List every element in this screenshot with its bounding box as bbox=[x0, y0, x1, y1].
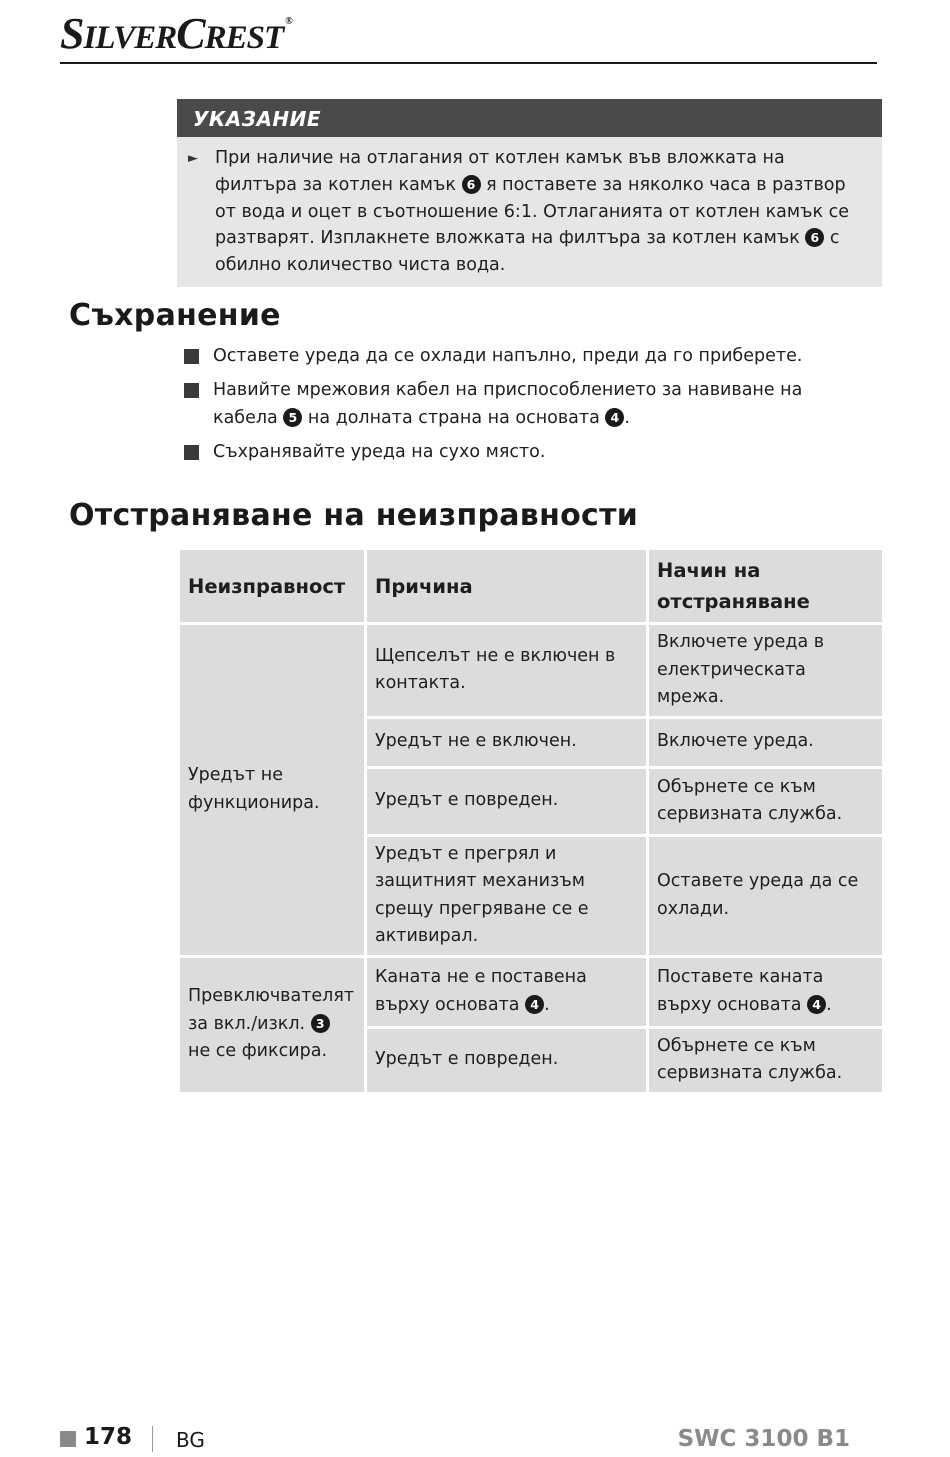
list-item: Съхранявайте уреда на сухо място. bbox=[184, 438, 844, 466]
storage-list bbox=[184, 342, 844, 472]
callout-number: 4 bbox=[525, 995, 544, 1014]
cause-cell: Уредът е прегрял и защитният механизъм срещу прегряване се е активирал. bbox=[366, 835, 648, 956]
page-number: 178 bbox=[84, 1424, 133, 1450]
remedy-cell: Включете уреда в електрическата мрежа. bbox=[648, 624, 884, 718]
callout-number: 3 bbox=[311, 1014, 330, 1033]
note-box bbox=[177, 99, 882, 287]
troubleshooting-table bbox=[177, 547, 885, 1095]
list-item: Навийте мрежовия кабел на приспособлението за навиване на кабела 5 на долната страна на основата 4 . bbox=[184, 376, 844, 432]
cause-cell: Каната не е поставена върху основата 4 . bbox=[366, 956, 648, 1027]
table-row bbox=[179, 624, 884, 718]
square-bullet-icon bbox=[184, 349, 199, 364]
remedy-cell: Включете уреда. bbox=[648, 717, 884, 767]
remedy-cell: Оставете уреда да се охлади. bbox=[648, 835, 884, 956]
square-bullet-icon bbox=[184, 445, 199, 460]
note-text: ► При наличие на отлагания от котлен камък във вложката на филтъра за котлен камък 6 я поставете за няколко часа в разтвор от вода и оцет в съотношение 6:1. Отлаганията от котлен камък се разтварят. Изплакнете вложката на филтъра за котлен камък 6 с обилно количество чиста вода. bbox=[188, 148, 849, 276]
cause-cell: Уредът е повреден. bbox=[366, 767, 648, 835]
footer-square-icon bbox=[60, 1431, 76, 1447]
header-rule bbox=[60, 62, 877, 64]
callout-number: 6 bbox=[805, 228, 824, 247]
column-header: Неизправност bbox=[179, 549, 366, 624]
cause-cell: Уредът е повреден. bbox=[366, 1027, 648, 1093]
column-header: Причина bbox=[366, 549, 648, 624]
table-header-row bbox=[179, 549, 884, 624]
cause-cell: Уредът не е включен. bbox=[366, 717, 648, 767]
square-bullet-icon bbox=[184, 383, 199, 398]
fault-cell: Уредът не функционира. bbox=[179, 624, 366, 957]
cause-cell: Щепселът не е включен в контакта. bbox=[366, 624, 648, 718]
language-code: BG bbox=[176, 1428, 205, 1452]
arrow-right-icon: ► bbox=[188, 151, 198, 166]
callout-number: 5 bbox=[283, 408, 302, 427]
troubleshooting-heading: Отстраняване на неизправности bbox=[69, 498, 639, 533]
remedy-cell: Обърнете се към сервизната служба. bbox=[648, 1027, 884, 1093]
note-title: УКАЗАНИЕ bbox=[177, 99, 882, 137]
storage-heading: Съхранение bbox=[69, 298, 281, 333]
remedy-cell: Поставете каната върху основата 4 . bbox=[648, 956, 884, 1027]
callout-number: 4 bbox=[807, 995, 826, 1014]
fault-cell: Превключвателят за вкл./изкл. 3 не се фиксира. bbox=[179, 956, 366, 1093]
remedy-cell: Обърнете се към сервизната служба. bbox=[648, 767, 884, 835]
footer-divider bbox=[152, 1426, 153, 1452]
table-row bbox=[179, 956, 884, 1027]
callout-number: 4 bbox=[605, 408, 624, 427]
model-number: SWC 3100 B1 bbox=[677, 1426, 850, 1452]
column-header: Начин на отстраняване bbox=[648, 549, 884, 624]
list-item: Оставете уреда да се охлади напълно, преди да го приберете. bbox=[184, 342, 844, 370]
callout-number: 6 bbox=[462, 175, 481, 194]
brand-logo: SILVERCREST ® bbox=[60, 9, 292, 58]
